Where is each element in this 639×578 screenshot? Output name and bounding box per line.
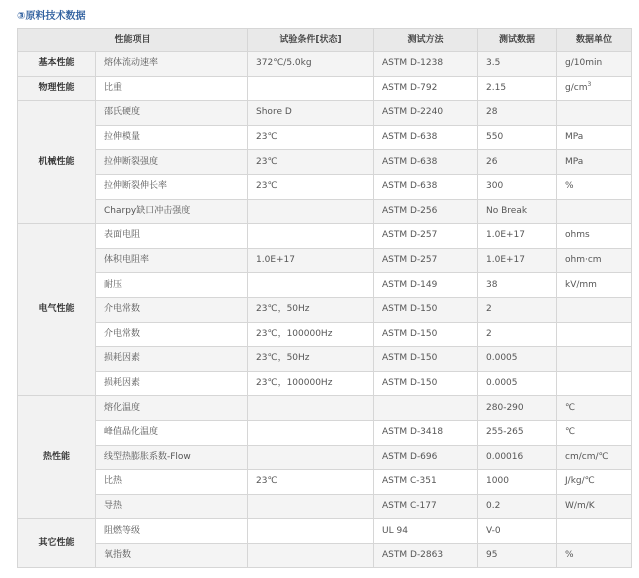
test-method-cell: ASTM D-149 xyxy=(374,273,478,298)
test-value-cell: 95 xyxy=(478,543,557,568)
test-condition-cell xyxy=(248,396,374,421)
test-method-cell: ASTM D-792 xyxy=(374,76,478,101)
table-row xyxy=(18,174,632,199)
unit-cell xyxy=(557,101,632,126)
unit-cell: J/kg/℃ xyxy=(557,470,632,495)
property-name-cell: 导热 xyxy=(96,494,248,519)
test-value-cell: 2 xyxy=(478,322,557,347)
column-header-unit: 数据单位 xyxy=(557,29,632,52)
property-name-cell: 表面电阻 xyxy=(96,224,248,249)
unit-cell xyxy=(557,199,632,224)
test-value-cell: 0.2 xyxy=(478,494,557,519)
test-method-cell xyxy=(374,396,478,421)
test-value-cell: 38 xyxy=(478,273,557,298)
table-row xyxy=(18,76,632,101)
test-condition-cell: 23℃，50Hz xyxy=(248,297,374,322)
test-condition-cell: 23℃，100000Hz xyxy=(248,371,374,396)
test-value-cell: 2 xyxy=(478,297,557,322)
test-method-cell: UL 94 xyxy=(374,519,478,544)
test-value-cell: 28 xyxy=(478,101,557,126)
unit-cell: ℃ xyxy=(557,420,632,445)
property-name-cell: 体积电阻率 xyxy=(96,248,248,273)
unit-cell: ohm·cm xyxy=(557,248,632,273)
property-name-cell: 熔化温度 xyxy=(96,396,248,421)
test-method-cell: ASTM D-638 xyxy=(374,125,478,150)
property-name-cell: 熔体流动速率 xyxy=(96,52,248,77)
property-name-cell: 拉伸断裂伸长率 xyxy=(96,174,248,199)
table-row xyxy=(18,347,632,372)
table-row xyxy=(18,396,632,421)
unit-cell: ohms xyxy=(557,224,632,249)
test-condition-cell xyxy=(248,224,374,249)
group-label: 物理性能 xyxy=(18,76,96,101)
material-properties-table xyxy=(17,28,632,568)
table-row xyxy=(18,371,632,396)
unit-cell xyxy=(557,347,632,372)
test-method-cell: ASTM D-150 xyxy=(374,347,478,372)
test-method-cell: ASTM D-150 xyxy=(374,297,478,322)
table-row xyxy=(18,470,632,495)
property-name-cell: 拉伸模量 xyxy=(96,125,248,150)
test-condition-cell xyxy=(248,273,374,298)
table-row xyxy=(18,224,632,249)
test-method-cell: ASTM D-638 xyxy=(374,150,478,175)
group-label: 电气性能 xyxy=(18,224,96,396)
column-header-property: 性能项目 xyxy=(18,29,248,52)
property-name-cell: 拉伸断裂强度 xyxy=(96,150,248,175)
test-condition-cell xyxy=(248,199,374,224)
test-condition-cell: 23℃，100000Hz xyxy=(248,322,374,347)
test-value-cell: No Break xyxy=(478,199,557,224)
property-name-cell: Charpy缺口冲击强度 xyxy=(96,199,248,224)
test-value-cell: 0.0005 xyxy=(478,347,557,372)
test-condition-cell: 23℃ xyxy=(248,150,374,175)
test-value-cell: 550 xyxy=(478,125,557,150)
unit-cell xyxy=(557,297,632,322)
test-condition-cell: 23℃ xyxy=(248,470,374,495)
table-row xyxy=(18,322,632,347)
test-condition-cell xyxy=(248,543,374,568)
unit-cell xyxy=(557,371,632,396)
unit-cell: ℃ xyxy=(557,396,632,421)
test-condition-cell: 23℃ xyxy=(248,125,374,150)
table-header-row xyxy=(18,29,632,52)
property-name-cell: 峰值晶化温度 xyxy=(96,420,248,445)
test-method-cell: ASTM D-638 xyxy=(374,174,478,199)
test-condition-cell: 23℃，50Hz xyxy=(248,347,374,372)
test-value-cell: 1.0E+17 xyxy=(478,248,557,273)
test-value-cell: 1000 xyxy=(478,470,557,495)
property-name-cell: 损耗因素 xyxy=(96,371,248,396)
property-name-cell: 阻燃等级 xyxy=(96,519,248,544)
unit-cell xyxy=(557,322,632,347)
test-condition-cell xyxy=(248,76,374,101)
test-value-cell: 26 xyxy=(478,150,557,175)
property-name-cell: 氧指数 xyxy=(96,543,248,568)
property-name-cell: 邵氏硬度 xyxy=(96,101,248,126)
test-condition-cell: 1.0E+17 xyxy=(248,248,374,273)
test-condition-cell xyxy=(248,420,374,445)
unit-cell: % xyxy=(557,174,632,199)
table-row xyxy=(18,273,632,298)
test-method-cell: ASTM D-3418 xyxy=(374,420,478,445)
test-method-cell: ASTM D-2863 xyxy=(374,543,478,568)
test-condition-cell xyxy=(248,519,374,544)
table-row xyxy=(18,125,632,150)
test-method-cell: ASTM D-257 xyxy=(374,224,478,249)
table-row xyxy=(18,199,632,224)
test-condition-cell: 23℃ xyxy=(248,174,374,199)
property-name-cell: 比热 xyxy=(96,470,248,495)
property-name-cell: 损耗因素 xyxy=(96,347,248,372)
table-row xyxy=(18,52,632,77)
test-method-cell: ASTM D-257 xyxy=(374,248,478,273)
test-condition-cell: 372℃/5.0kg xyxy=(248,52,374,77)
unit-cell: W/m/K xyxy=(557,494,632,519)
test-method-cell: ASTM D-2240 xyxy=(374,101,478,126)
test-condition-cell: Shore D xyxy=(248,101,374,126)
table-row xyxy=(18,150,632,175)
unit-cell: g/10min xyxy=(557,52,632,77)
test-value-cell: 1.0E+17 xyxy=(478,224,557,249)
section-heading: ③原料技术数据 xyxy=(17,11,86,22)
test-method-cell: ASTM D-1238 xyxy=(374,52,478,77)
unit-cell: kV/mm xyxy=(557,273,632,298)
unit-cell: MPa xyxy=(557,125,632,150)
table-row xyxy=(18,420,632,445)
test-value-cell: 0.00016 xyxy=(478,445,557,470)
test-method-cell: ASTM D-150 xyxy=(374,371,478,396)
property-name-cell: 线型热膨胀系数-Flow xyxy=(96,445,248,470)
test-value-cell: 2.15 xyxy=(478,76,557,101)
property-name-cell: 比重 xyxy=(96,76,248,101)
test-value-cell: V-0 xyxy=(478,519,557,544)
table-row xyxy=(18,297,632,322)
unit-cell xyxy=(557,519,632,544)
property-name-cell: 介电常数 xyxy=(96,297,248,322)
test-value-cell: 280-290 xyxy=(478,396,557,421)
test-condition-cell xyxy=(248,445,374,470)
table-row xyxy=(18,494,632,519)
table-row xyxy=(18,248,632,273)
test-value-cell: 255-265 xyxy=(478,420,557,445)
test-method-cell: ASTM D-696 xyxy=(374,445,478,470)
test-method-cell: ASTM C-351 xyxy=(374,470,478,495)
unit-cell: $g/cm^3$ xyxy=(557,76,632,101)
group-label: 其它性能 xyxy=(18,519,96,568)
table-row xyxy=(18,543,632,568)
group-label: 机械性能 xyxy=(18,101,96,224)
test-value-cell: 300 xyxy=(478,174,557,199)
test-method-cell: ASTM D-150 xyxy=(374,322,478,347)
column-header-condition: 试验条件[状态] xyxy=(248,29,374,52)
unit-cell: MPa xyxy=(557,150,632,175)
table-row xyxy=(18,101,632,126)
group-label: 热性能 xyxy=(18,396,96,519)
test-value-cell: 3.5 xyxy=(478,52,557,77)
test-condition-cell xyxy=(248,494,374,519)
unit-superscript: 3 xyxy=(587,80,592,88)
test-method-cell: ASTM D-256 xyxy=(374,199,478,224)
test-method-cell: ASTM C-177 xyxy=(374,494,478,519)
column-header-method: 测试方法 xyxy=(374,29,478,52)
property-name-cell: 耐压 xyxy=(96,273,248,298)
group-label: 基本性能 xyxy=(18,52,96,77)
table-row xyxy=(18,519,632,544)
column-header-value: 测试数据 xyxy=(478,29,557,52)
table-row xyxy=(18,445,632,470)
property-name-cell: 介电常数 xyxy=(96,322,248,347)
unit-cell: % xyxy=(557,543,632,568)
test-value-cell: 0.0005 xyxy=(478,371,557,396)
unit-cell: cm/cm/℃ xyxy=(557,445,632,470)
